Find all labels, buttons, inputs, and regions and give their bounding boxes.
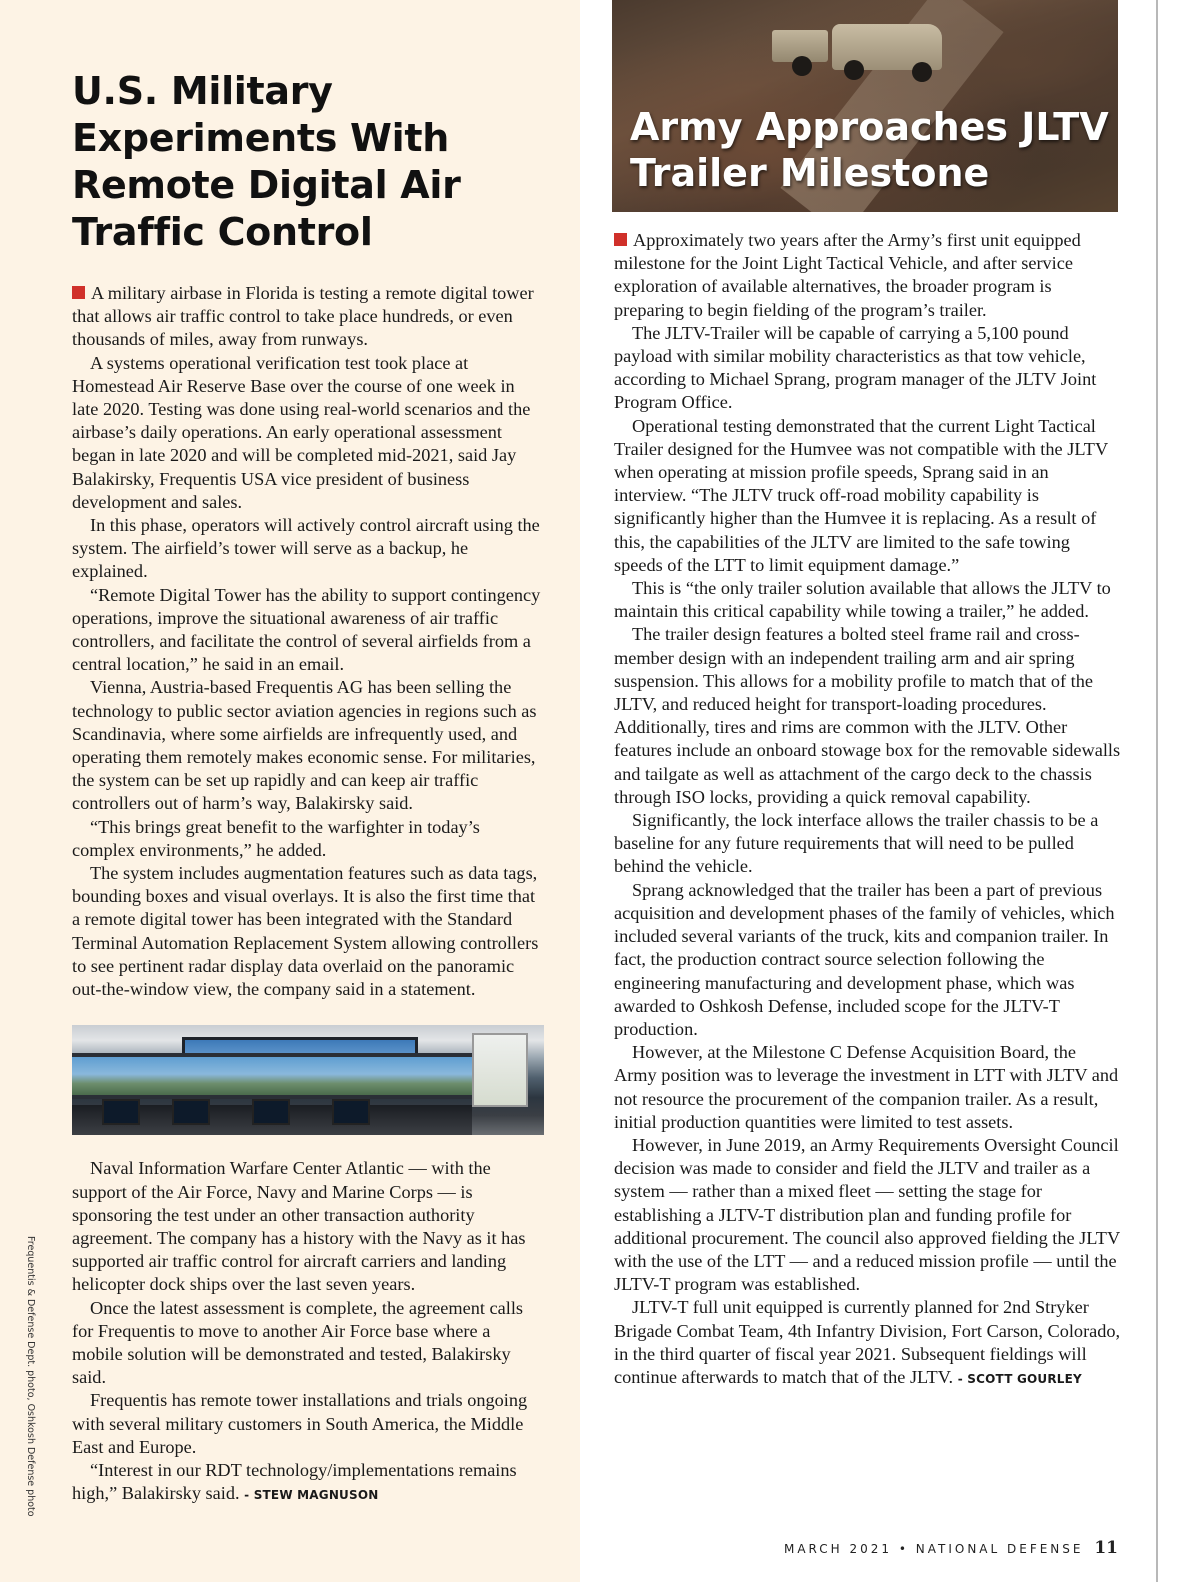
right-paragraph-8: However, at the Milestone C Defense Acquisition Board, the Army position was to leverage the investment in LTT with JLTV and not resource the procurement of the companion trailer. As a result, initial production quantities were limited to test assets. [614,1042,1119,1132]
right-paragraph-10: JLTV-T full unit equipped is currently planned for 2nd Stryker Brigade Combat Team, 4th Infantry Division, Fort Carson, Colorado, in the third quarter of fiscal year 2021. Subsequent fieldings will continue afterwards to match that of the JLTV. - SCOTT GOURLEY [614,1297,1121,1387]
right-paragraph-7: Sprang acknowledged that the trailer has been a part of previous acquisition and development phases of the family of vehicles, which included several variants of the truck, kits and companion trailer. In fact, the production contract source selection following the engineering manufacturing and development phase, which was awarded to Oshkosh Defense, included scope for the JLTV-T production. [614,879,1115,1039]
right-article-body [614,229,1122,1391]
left-paragraph-7: The system includes augmentation features such as data tags, bounding boxes and visual overlays. It is also the first time that a remote digital tower has been integrated with the Standard Terminal Automation Replacement System allowing controllers to see pertinent radar display data overlaid on the panoramic out-the-window view, the company said in a statement. [72,863,539,1000]
left-paragraph-11: “Interest in our RDT technology/implementations remains high,” Balakirsky said. - STEW MAGNUSON [72,1459,517,1504]
left-article-body [72,282,544,1507]
left-paragraph-10: Frequentis has remote tower installations and trials ongoing with several military customers in South America, the Middle East and Europe. [72,1390,528,1457]
right-byline: - SCOTT GOURLEY [957,1371,1082,1386]
wheel [912,62,932,82]
left-paragraph-6: “This brings great benefit to the warfighter in today’s complex environments,” he added. [72,816,480,860]
left-paragraph-1: A military airbase in Florida is testing a remote digital tower that allows air traffic control to take place hundreds, or even thousands of miles, away from runways. [72,283,534,350]
left-article [72,68,544,1507]
wheel [792,56,812,76]
desk-monitor [102,1099,140,1125]
panoramic-screen-wall [72,1053,482,1099]
left-byline: - STEW MAGNUSON [244,1488,379,1503]
right-paragraph-1: Approximately two years after the Army’s first unit equipped milestone for the Joint Light Tactical Vehicle, and after service exploration of available alternatives, the broader program is preparing to begin fielding of the program’s trailer. [614,230,1081,320]
right-paragraph-5: The trailer design features a bolted steel frame rail and cross-member design with an independent trailing arm and air spring suspension. This allows for a mobility profile to match that of the JLTV, and reduced height for transport-loading procedures. Additionally, tires and rims are common with the JLTV. Other features include an onboard stowage box for the removable sidewalls and tailgate as well as attachment of the cargo deck to the chassis through ISO locks, providing a quick removal capability. [614,624,1121,807]
right-paragraph-9: However, in June 2019, an Army Requirements Oversight Council decision was made to consider and field the JLTV and trailer as a system — rather than a mixed fleet — setting the stage for establishing a JLTV-T distribution plan and funding profile for additional procurement. The council also approved fielding the JLTV with the use of the LTT — and a reduced mission profile — until the JLTV-T program was established. [614,1134,1120,1295]
right-paragraph-6: Significantly, the lock interface allows the trailer chassis to be a baseline for any future requirements that will need to be pulled behind the vehicle. [614,810,1099,877]
left-paragraph-4: “Remote Digital Tower has the ability to support contingency operations, improve the situational awareness of air traffic controllers, and facilitate the control of several airfields from a central location,” he said in an email. [72,584,541,675]
page-footer [784,1538,1118,1558]
left-paragraph-5: Vienna, Austria-based Frequentis AG has been selling the technology to public sector aviation agencies in regions such as Scandinavia, where some airfields are infrequently used, and operating them remotely makes economic sense. For militaries, the system can be set up rapidly and can keep air traffic controllers out of harm’s way, Balakirsky said. [72,677,537,814]
jltv-trailer-photo [612,0,1118,212]
left-paragraph-9: Once the latest assessment is complete, the agreement calls for Frequentis to move to another Air Force base where a mobile solution will be demonstrated and tested, Balakirsky said. [72,1297,524,1388]
desk-monitor [172,1099,210,1125]
page-edge-rule [1156,0,1158,1582]
left-paragraph-2: A systems operational verification test took place at Homestead Air Reserve Base over the course of one week in late 2020. Testing was done using real-world scenarios and the airbase’s daily operations. An early operational assessment began in late 2020 and will be completed mid-2021, said Jay Balakirsky, Frequentis USA vice president of business development and sales. [72,352,531,512]
remote-tower-control-room-photo [72,1025,544,1135]
footer-issue: MARCH 2021 • NATIONAL DEFENSE [783,1542,1084,1556]
photo-credit: Frequentis & Defense Dept. photo, Oshkosh Defense photo [25,1236,36,1517]
page-number: 11 [1094,1538,1118,1558]
left-paragraph-8: Naval Information Warfare Center Atlantic — with the support of the Air Force, Navy and Marine Corps — is sponsoring the test under an other transaction authority agreement. The company has a history with the Navy as it has supported air traffic control for aircraft carriers and landing helicopter dock ships over the last seven years. [72,1158,526,1295]
right-headline: Army Approaches JLTV Trailer Milestone [630,105,1109,195]
red-square-marker-icon [614,233,627,246]
desk-monitor [252,1099,290,1125]
right-paragraph-3: Operational testing demonstrated that the current Light Tactical Trailer designed for the Humvee was not compatible with the JLTV when operating at mission profile speeds, Sprang said in an interview. “The JLTV truck off-road mobility capability is significantly higher than the Humvee it is replacing. As a result of this, the capabilities of the JLTV are limited to the safe towing speeds of the LTT to limit equipment damage.” [614,415,1108,575]
wheel [844,60,864,80]
left-paragraph-3: In this phase, operators will actively control aircraft using the system. The airfield’s tower will serve as a backup, he explained. [72,515,540,582]
left-headline: U.S. Military Experiments With Remote Digital Air Traffic Control [72,69,461,254]
desk-monitor [332,1099,370,1125]
room-window [472,1033,528,1107]
red-square-marker-icon [72,286,85,299]
right-paragraph-4: This is “the only trailer solution available that allows the JLTV to maintain this critical capability while towing a trailer,” he added. [614,578,1111,622]
right-paragraph-2: The JLTV-Trailer will be capable of carrying a 5,100 pound payload with similar mobility characteristics as that tow vehicle, according to Michael Sprang, program manager of the JLTV Joint Program Office. [614,322,1097,413]
